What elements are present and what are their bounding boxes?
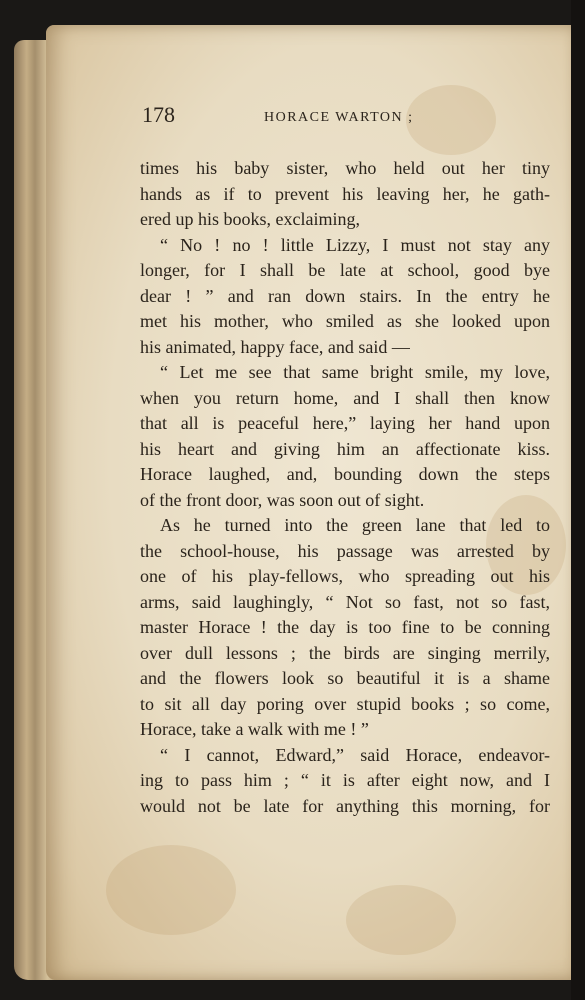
- text-line: dear ! ” and ran down stairs. In the entry he: [140, 285, 550, 306]
- text-line: when you return home, and I shall then know: [140, 387, 550, 408]
- text-line: Horace laughed, and, bounding down the steps: [140, 464, 550, 484]
- text-line: ing to pass him ; “ it is after eight now, and I: [140, 770, 550, 790]
- text-line: and the flowers look so beautiful it is a shame: [140, 668, 550, 688]
- text-line: would not be late for anything this morning, for: [140, 795, 550, 816]
- text-line: As he turned into the green lane that led to: [160, 515, 550, 535]
- background-strip: [571, 0, 585, 1000]
- paper-stain: [106, 845, 236, 935]
- text-line: times his baby sister, who held out her tiny: [140, 158, 550, 178]
- page-header: [142, 102, 552, 136]
- text-line: of the front door, was soon out of sight.: [140, 489, 425, 510]
- page-number: 178: [142, 102, 175, 127]
- text-line: master Horace ! the day is too fine to be conning: [140, 617, 550, 637]
- text-line: Horace, take a walk with me ! ”: [140, 719, 369, 739]
- text-line: the school-house, his passage was arrested by: [140, 540, 550, 561]
- text-line: to sit all day poring over stupid books ; so come,: [140, 693, 550, 714]
- text-line: that all is peaceful here,” laying her hand upon: [140, 413, 550, 433]
- paper-stain: [346, 885, 456, 955]
- text-line: longer, for I shall be late at school, good bye: [140, 260, 550, 280]
- text-line: hands as if to prevent his leaving her, he gath-: [140, 183, 550, 204]
- text-line: “ Let me see that same bright smile, my love,: [160, 362, 550, 382]
- text-line: one of his play-fellows, who spreading out his: [140, 566, 550, 586]
- text-line: “ I cannot, Edward,” said Horace, endeavor-: [160, 744, 550, 765]
- text-line: his heart and giving him an affectionate kiss.: [140, 438, 550, 459]
- text-line: his animated, happy face, and said —: [140, 336, 410, 357]
- running-head: HORACE WARTON ;: [264, 110, 414, 125]
- text-line: arms, said laughingly, “ Not so fast, not so fast,: [140, 591, 550, 612]
- text-line: over dull lessons ; the birds are singing merrily,: [140, 642, 550, 663]
- text-line: “ No ! no ! little Lizzy, I must not stay any: [160, 234, 550, 255]
- text-line: met his mother, who smiled as she looked upon: [140, 311, 550, 331]
- text-line: ered up his books, exclaiming,: [140, 209, 360, 229]
- body-text: [140, 156, 550, 819]
